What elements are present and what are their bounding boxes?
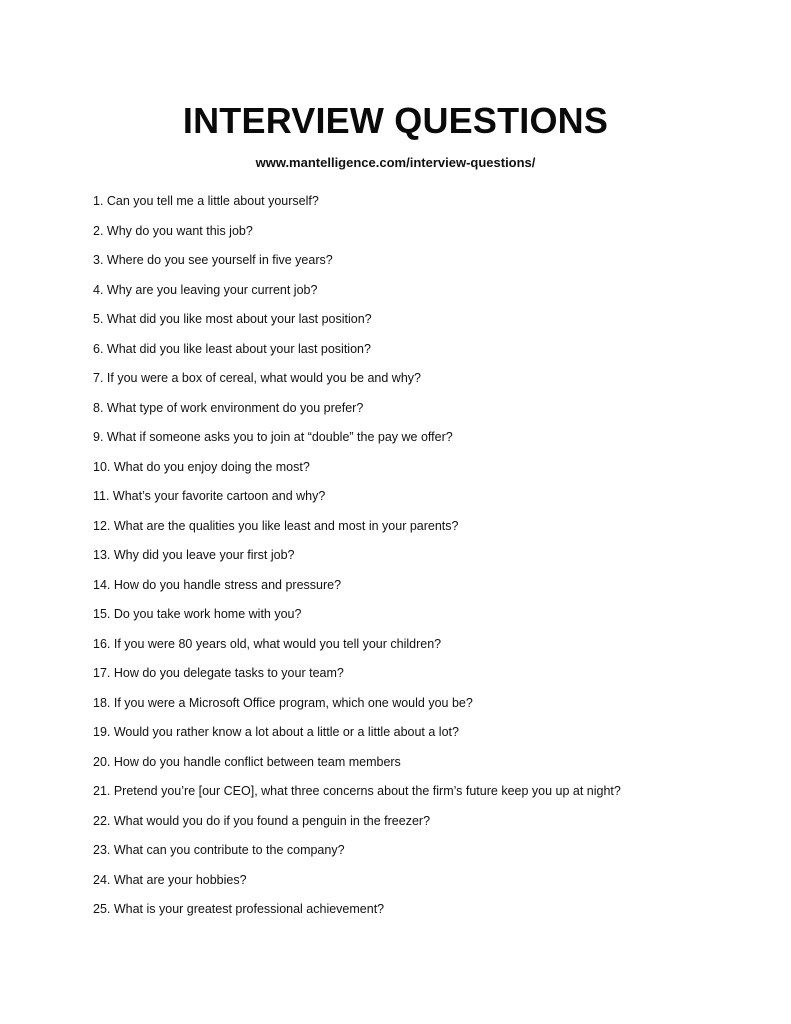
- question-item: 21. Pretend you’re [our CEO], what three concerns about the firm’s future keep you up at night?: [93, 784, 621, 798]
- source-url: www.mantelligence.com/interview-questions/: [255, 155, 536, 170]
- question-item: 6. What did you like least about your last position?: [93, 341, 371, 356]
- question-item: 11. What’s your favorite cartoon and why?: [93, 489, 326, 503]
- question-item: 18. If you were a Microsoft Office program, which one would you be?: [93, 695, 473, 710]
- question-item: 2. Why do you want this job?: [93, 223, 253, 238]
- question-item: 8. What type of work environment do you prefer?: [93, 400, 364, 415]
- question-item: 14. How do you handle stress and pressure?: [93, 577, 342, 592]
- question-list: [93, 192, 621, 930]
- question-item: 19. Would you rather know a lot about a little or a little about a lot?: [93, 725, 459, 739]
- question-item: 15. Do you take work home with you?: [93, 607, 302, 621]
- question-item: 9. What if someone asks you to join at “double” the pay we offer?: [93, 430, 453, 444]
- question-item: 5. What did you like most about your last position?: [93, 312, 372, 326]
- question-item: 4. Why are you leaving your current job?: [93, 282, 318, 297]
- question-item: 16. If you were 80 years old, what would you tell your children?: [93, 636, 442, 651]
- question-item: 25. What is your greatest professional achievement?: [93, 902, 385, 916]
- question-item: 20. How do you handle conflict between team members: [93, 754, 401, 769]
- question-item: 23. What can you contribute to the company?: [93, 843, 345, 857]
- question-item: 3. Where do you see yourself in five years?: [93, 253, 333, 267]
- question-item: 24. What are your hobbies?: [93, 872, 247, 887]
- question-item: 12. What are the qualities you like least and most in your parents?: [93, 518, 459, 533]
- question-item: 10. What do you enjoy doing the most?: [93, 459, 310, 474]
- question-item: 22. What would you do if you found a penguin in the freezer?: [93, 813, 431, 828]
- question-item: 7. If you were a box of cereal, what would you be and why?: [93, 371, 421, 385]
- question-item: 1. Can you tell me a little about yourself?: [93, 194, 319, 208]
- question-item: 17. How do you delegate tasks to your team?: [93, 666, 344, 680]
- page-title: INTERVIEW QUESTIONS: [182, 100, 609, 141]
- question-item: 13. Why did you leave your first job?: [93, 548, 295, 562]
